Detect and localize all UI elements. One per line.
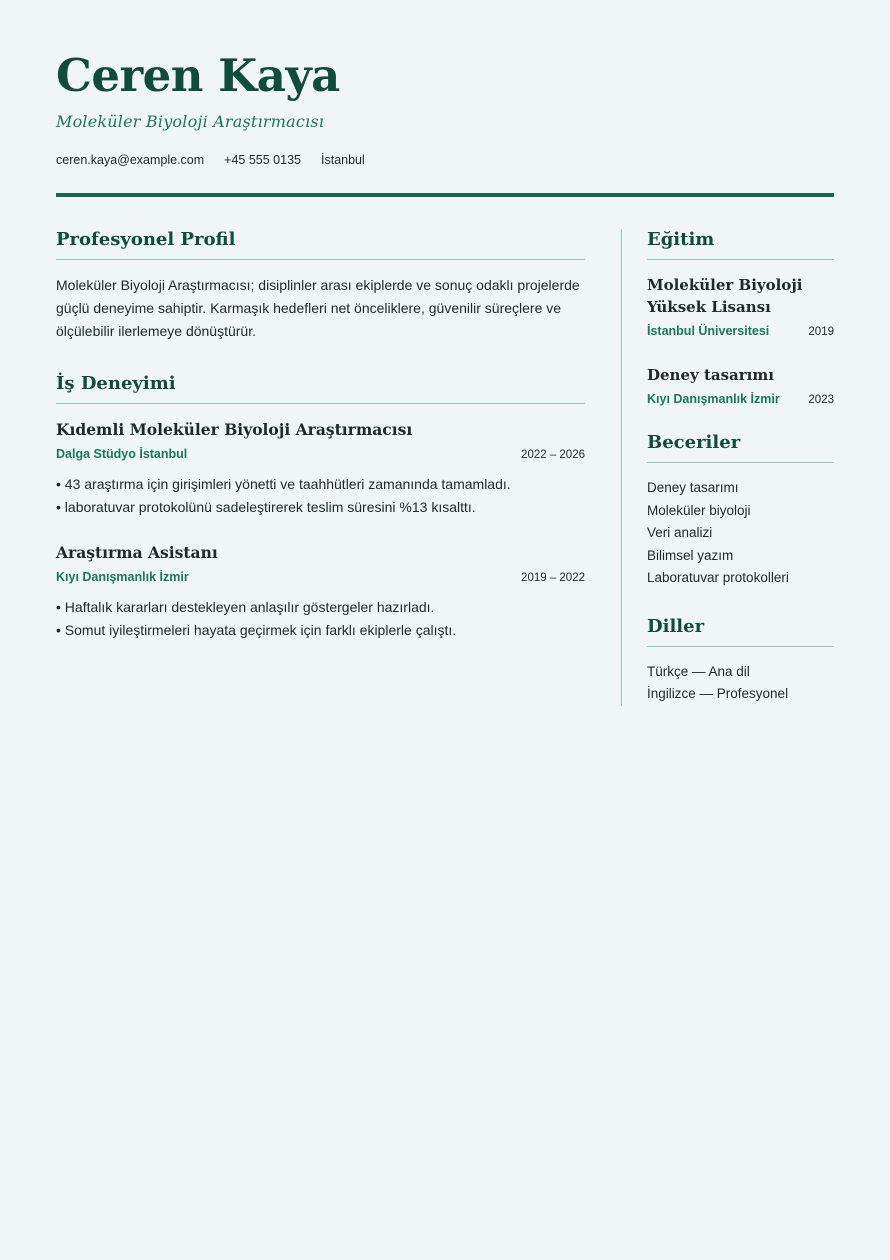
candidate-name: Ceren Kaya [56, 49, 340, 102]
education-meta [647, 392, 834, 406]
contact-city: İstanbul [321, 153, 365, 167]
education-organization: Kıyı Danışmanlık İzmir [647, 392, 780, 406]
job-entry [56, 420, 585, 519]
side-column [621, 229, 834, 706]
skill-item: Deney tasarımı [647, 480, 739, 495]
education-title: Deney tasarımı [647, 366, 774, 384]
job-title: Kıdemli Moleküler Biyoloji Araştırmacısı [56, 420, 413, 439]
content-columns [56, 229, 834, 706]
language-item: İngilizce — Profesyonel [647, 686, 789, 701]
job-bullets [56, 473, 585, 519]
job-meta [56, 447, 585, 461]
job-bullets [56, 596, 585, 642]
skill-item: Bilimsel yazım [647, 547, 734, 563]
education-organization: İstanbul Üniversitesi [647, 324, 770, 338]
contact-email[interactable]: ceren.kaya@example.com [56, 153, 205, 167]
contact-row [56, 153, 834, 167]
job-bullet: • 43 araştırma için girişimleri yönetti ve taahhütleri zamanında tamamladı. [56, 473, 585, 496]
job-entry [56, 543, 585, 642]
education-title: Moleküler Biyoloji Yüksek Lisansı [647, 276, 803, 316]
language-item: Türkçe — Ana dil [647, 663, 750, 679]
job-dates: 2022 – 2026 [521, 449, 585, 461]
job-dates: 2019 – 2022 [521, 572, 585, 584]
experience-heading: İş Deneyimi [56, 373, 585, 404]
job-bullet: • laboratuvar protokolünü sadeleştirerek teslim süresini %13 kısalttı. [56, 496, 585, 519]
job-organization: Kıyı Danışmanlık İzmir [56, 570, 189, 584]
education-year: 2023 [808, 394, 834, 406]
main-column [56, 229, 621, 706]
job-meta [56, 570, 585, 584]
contact-phone[interactable]: +45 555 0135 [224, 153, 301, 167]
education-year: 2019 [808, 326, 834, 338]
education-entry [647, 274, 834, 338]
job-organization: Dalga Stüdyo İstanbul [56, 447, 188, 461]
profile-text: Moleküler Biyoloji Araştırmacısı; disiplinler arası ekiplerde ve sonuç odaklı projelerde güçlü deneyime sahiptir. Karmaşık hedefleri net önceliklere, güvenilir süreçlere ve ölçülebilir ilerlemeye dönüştürür. [56, 277, 580, 339]
education-heading: Eğitim [647, 229, 834, 260]
skill-item: Laboratuvar protokolleri [647, 570, 789, 585]
candidate-role: Moleküler Biyoloji Araştırmacısı [56, 112, 325, 131]
skill-item: Veri analizi [647, 525, 713, 540]
skills-list [647, 477, 834, 590]
resume-header [56, 0, 834, 197]
languages-list [647, 661, 834, 706]
education-entry [647, 364, 834, 406]
skill-item: Moleküler biyoloji [647, 502, 751, 518]
education-meta [647, 324, 834, 338]
skills-heading: Beceriler [647, 432, 834, 463]
job-title: Araştırma Asistanı [56, 543, 218, 562]
profile-heading: Profesyonel Profil [56, 229, 585, 260]
job-bullet: • Somut iyileştirmeleri hayata geçirmek için farklı ekiplerle çalıştı. [56, 619, 585, 642]
job-bullet: • Haftalık kararları destekleyen anlaşılır göstergeler hazırladı. [56, 596, 585, 619]
languages-heading: Diller [647, 616, 834, 647]
header-divider [56, 193, 834, 197]
